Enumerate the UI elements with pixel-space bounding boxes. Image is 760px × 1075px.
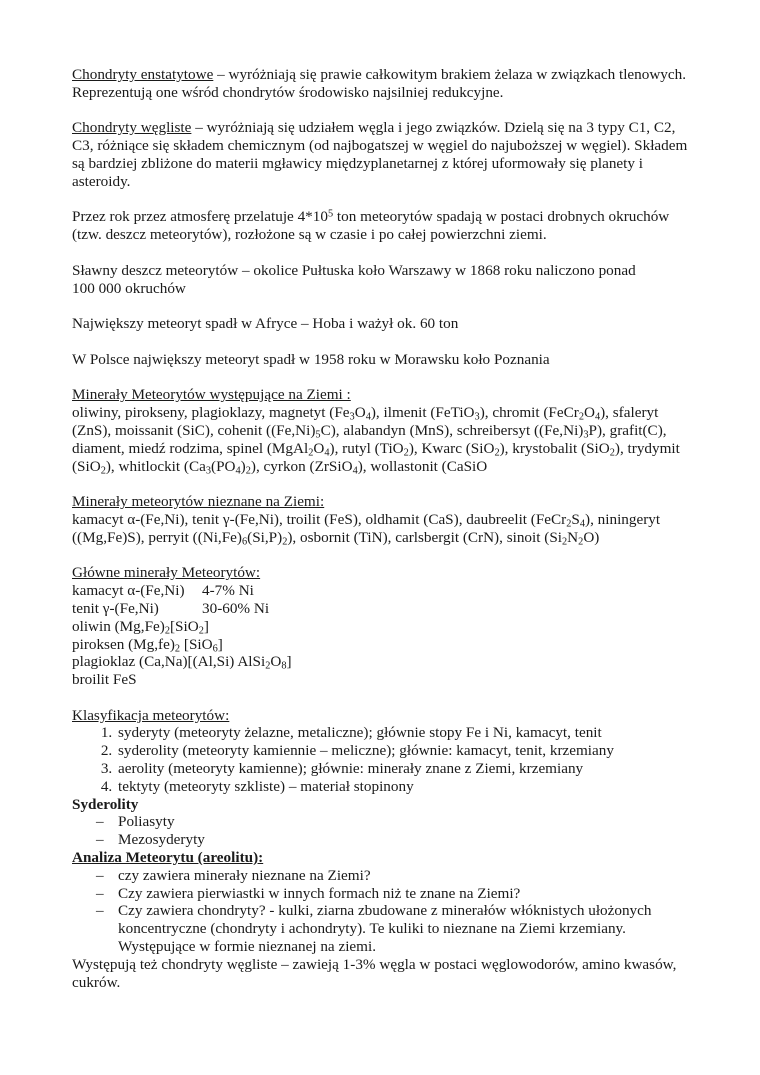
mineral-ni-content: 4-7% Ni (202, 582, 254, 600)
mineral-ni-content: 30-60% Ni (202, 599, 270, 617)
text-fragment: ), trydymit (SiO (72, 439, 680, 475)
paragraph-largest-in-poland: W Polsce największy meteoryt spadł w 1958 roku w Morawsku koło Poznania (72, 350, 550, 368)
enstatite-description: – wyróżniają się prawie całkowitym brakiem żelaza w związkach tlenowych. Reprezentują one wśród chondrytów środowisko najsilniej redukcyjne. (72, 66, 687, 101)
subscript: 2 (164, 625, 170, 637)
heading-classification: Klasyfikacja meteorytów: (72, 706, 230, 724)
dash-bullet: – (96, 831, 104, 849)
paragraph-carbonaceous-chondrites (72, 119, 698, 190)
subscript: 2 (403, 447, 409, 459)
text-fragment: kamacyt α-(Fe,Ni), tenit γ-(Fe,Ni), troilit (FeS), oldhamit (CaS), daubreelit (FeCr (72, 510, 567, 528)
text-fragment: O (583, 404, 595, 422)
paragraph-enstatite-chondrites (72, 66, 698, 102)
text-fragment: [SiO (169, 617, 199, 635)
text-fragment: Przez rok przez atmosferę przelatuje 4*10 (72, 208, 328, 226)
subscript: 2 (245, 465, 251, 477)
paragraph-annual-meteor-mass (72, 208, 698, 244)
list-item (72, 831, 698, 849)
main-mineral-pyroxene (72, 636, 698, 654)
minerals-unknown-list (72, 511, 698, 547)
main-mineral-olivine (72, 618, 698, 636)
mineral-name: kamacyt α-(Fe,Ni) (72, 582, 185, 600)
main-mineral-kamacite (72, 582, 698, 600)
main-mineral-plagioclase (72, 653, 698, 671)
list-item-text: Poliasyty (118, 813, 175, 831)
subscript: 2 (265, 660, 271, 672)
list-item-text: Czy zawiera pierwiastki w innych formach niż te znane na Ziemi? (118, 884, 521, 902)
term-carbonaceous-chondrites: Chondryty węgliste (72, 119, 192, 137)
text-fragment: ton meteorytów spadają w postaci drobnych okruchów (tzw. deszcz meteorytów), rozłożone są w czasie i po całej powierzchni ziemi. (72, 208, 670, 244)
subscript: 2 (308, 447, 314, 459)
analysis-list (72, 867, 698, 956)
text-fragment: ) (240, 457, 246, 475)
subscript: 3 (349, 411, 355, 423)
text-fragment: C), alabandyn (MnS), schreibersyt ((Fe,Ni) (320, 421, 584, 439)
text-fragment: oliwin (Mg,Fe) (72, 617, 165, 635)
text-fragment: S (571, 510, 580, 528)
subscript: 4 (352, 465, 358, 477)
text-fragment: ] (217, 635, 223, 653)
subscript: 2 (100, 465, 106, 477)
text-fragment: ), Kwarc (SiO (408, 439, 495, 457)
text-fragment: P), grafit(C), diament, miedź rodzima, spinel (MgAl (72, 421, 667, 457)
mineral-name: tenit γ-(Fe,Ni) (72, 599, 159, 617)
heading-siderolites: Syderolity (72, 795, 139, 813)
subscript: 3 (583, 429, 589, 441)
text-fragment: ), wollastonit (CaSiO (357, 457, 488, 475)
subscript: 5 (315, 429, 321, 441)
subscript: 2 (174, 643, 181, 655)
list-item: 2. syderolity (meteoryty kamiennie – meliczne); głównie: kamacyt, tenit, krzemiany (116, 742, 698, 760)
text-line: 100 000 okruchów (72, 279, 186, 297)
heading-minerals-unknown-on-earth: Minerały meteorytów nieznane na Ziemi: (72, 493, 325, 511)
text-fragment: O (354, 404, 366, 422)
paragraph-closing-note: Występują też chondryty węgliste – zawieją 1-3% węgla w postaci węglowodorów, amino kwasów, cukrów. (72, 955, 677, 991)
subscript: 2 (566, 518, 572, 530)
main-mineral-troilite: broilit FeS (72, 671, 137, 689)
list-item (72, 885, 698, 903)
list-item-text: czy zawiera minerały nieznane na Ziemi? (118, 866, 371, 884)
text-fragment: oliwiny, pirokseny, plagioklazy, magnetyt (Fe (72, 404, 350, 422)
list-item-text: Czy zawiera chondryty? - kulki, ziarna zbudowane z minerałów włóknistych ułożonych koncentryczne (chondryty i achondryty). Te kuliki to nieznane na Ziemi krzemiany. Występujące w formie nieznanej na ziemi. (118, 902, 652, 956)
exponent: 5 (327, 208, 334, 220)
classification-list (72, 724, 698, 795)
text-fragment: ), osbornit (TiN), carlsbergit (CrN), sinoit (Si (287, 528, 562, 546)
subscript: 6 (212, 643, 218, 655)
text-fragment: ), ilmenit (FeTiO (370, 404, 475, 422)
text-fragment: O (270, 653, 282, 671)
text-fragment: (Si,P) (247, 528, 283, 546)
subscript: 8 (281, 660, 287, 672)
text-fragment: N (567, 528, 579, 546)
subscript: 2 (609, 447, 615, 459)
list-item (72, 813, 698, 831)
heading-minerals-on-earth: Minerały Meteorytów występujące na Ziemi : (72, 386, 351, 404)
siderolites-list (72, 813, 698, 849)
subscript: 4 (324, 447, 330, 459)
heading-main-minerals: Główne minerały Meteorytów: (72, 564, 261, 582)
text-fragment: O) (583, 528, 600, 546)
text-fragment: ), whitlockit (Ca (105, 457, 206, 475)
text-fragment: ), chromit (FeCr (479, 404, 579, 422)
list-item (72, 867, 698, 885)
text-fragment: O (313, 439, 325, 457)
subscript: 2 (562, 536, 568, 548)
text-fragment: ), krystobalit (SiO (499, 439, 610, 457)
text-fragment: ), rutyl (TiO (329, 439, 404, 457)
document-page (72, 66, 698, 991)
text-fragment: piroksen (Mg,fe) (72, 635, 175, 653)
text-fragment: ), cyrkon (ZrSiO (250, 457, 353, 475)
subscript: 2 (198, 625, 204, 637)
text-fragment: ] (286, 653, 292, 671)
term-enstatite-chondrites: Chondryty enstatytowe (72, 66, 214, 83)
list-item-text: Mezosyderyty (118, 831, 205, 849)
subscript: 3 (474, 411, 480, 423)
text-fragment: plagioklaz (Ca,Na)[(Al,Si) AlSi (72, 653, 266, 671)
text-line: Sławny deszcz meteorytów – okolice Pułtuska koło Warszawy w 1868 roku naliczono ponad (72, 261, 636, 279)
list-item (72, 902, 698, 955)
subscript: 2 (578, 536, 584, 548)
subscript: 4 (365, 411, 371, 423)
main-mineral-taenite (72, 600, 698, 618)
dash-bullet: – (96, 884, 104, 902)
text-fragment: ), niningeryt ((Mg,Fe)S), perryit ((Ni,Fe) (72, 510, 661, 546)
minerals-on-earth-list (72, 404, 698, 475)
list-item: 1. syderyty (meteoryty żelazne, metaliczne); głównie stopy Fe i Ni, kamacyt, tenit (116, 724, 698, 742)
subscript: 2 (282, 536, 288, 548)
text-fragment: [SiO (180, 635, 213, 653)
carbonaceous-description: – wyróżniają się udziałem węgla i jego związków. Dzielą się na 3 typy C1, C2, C3, różniące się składem chemicznym (od najbogatszej w węgiel do najuboższej w węgiel). Składem są bardziej zbliżone do materii mgławicy międzyplanetarnej z której uformowały się planety i asteroidy. (72, 119, 688, 190)
subscript: 4 (579, 518, 586, 530)
subscript: 4 (594, 411, 601, 423)
subscript: 2 (578, 411, 584, 423)
text-fragment: ), sfaleryt (ZnS), moissanit (SiC), cohenit ((Fe,Ni) (72, 404, 659, 439)
dash-bullet: – (96, 813, 104, 831)
subscript: 6 (241, 536, 248, 548)
list-item: 3. aerolity (meteoryty kamienne); głównie: minerały znane z Ziemi, krzemiany (116, 760, 698, 778)
dash-bullet: – (96, 866, 104, 884)
text-fragment: (PO (211, 457, 236, 475)
dash-bullet: – (96, 902, 104, 920)
subscript: 2 (494, 447, 500, 459)
paragraph-pultusk-shower (72, 262, 698, 298)
heading-meteorite-analysis: Analiza Meteorytu (areolitu): (72, 849, 264, 867)
list-item: 4. tektyty (meteoryty szkliste) – materiał stopinony (116, 778, 698, 796)
subscript: 4 (235, 465, 241, 477)
subscript: 3 (205, 465, 212, 477)
text-fragment: ] (203, 617, 209, 635)
paragraph-largest-meteorite: Największy meteoryt spadł w Afryce – Hoba i ważył ok. 60 ton (72, 315, 459, 333)
